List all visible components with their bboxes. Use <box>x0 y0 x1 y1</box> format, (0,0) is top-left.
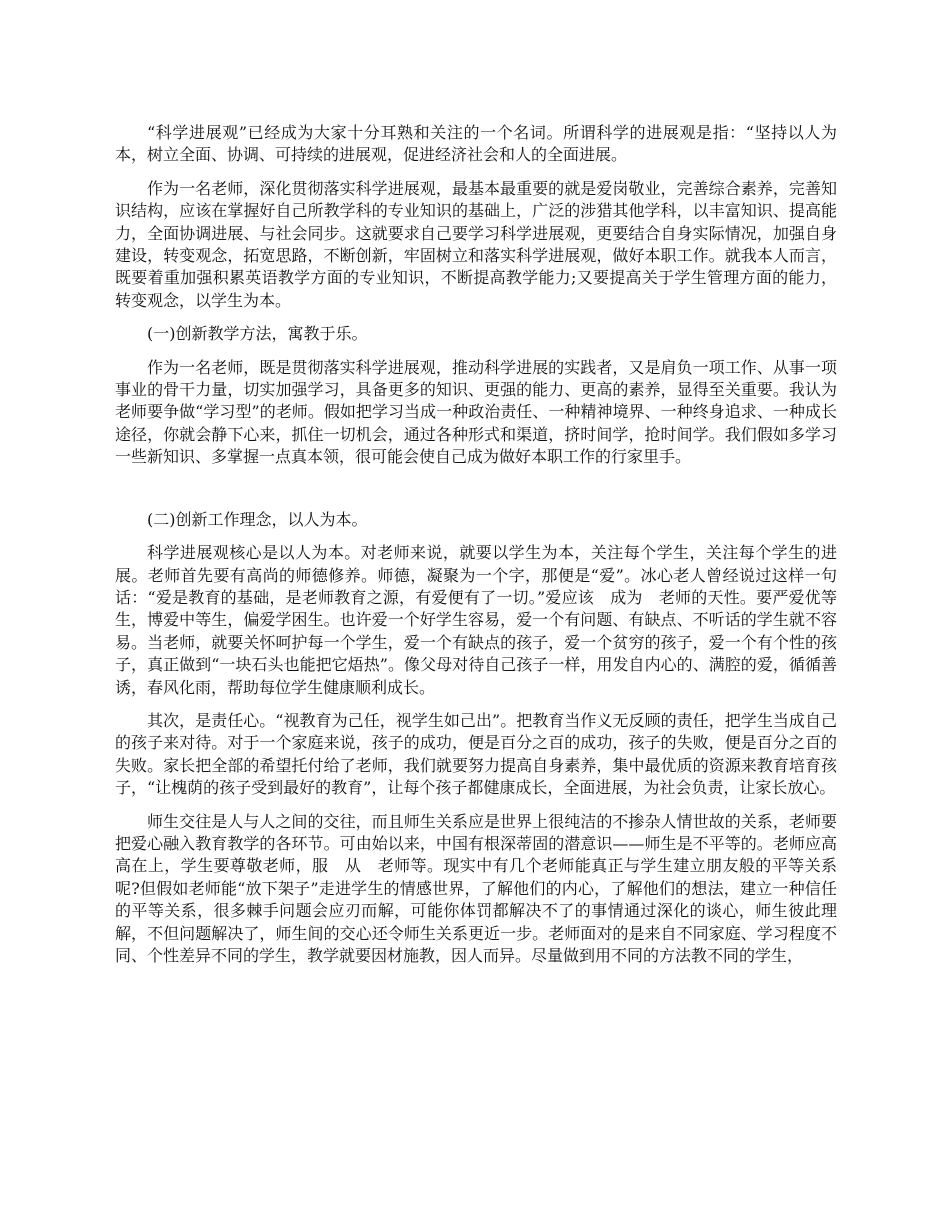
document-body <box>115 122 837 978</box>
paragraph-responsibility: 其次，是责任心。“视教育为己任，视学生如己出”。把教育当作义无反顾的责任，把学生当成自己的孩子来对待。对于一个家庭来说，孩子的成功，便是百分之百的成功，孩子的失败，便是百分之百的失败。家长把全部的希望托付给了老师，我们就要努力提高自身素养，集中最优质的资源来教育培育孩子，“让槐荫的孩子受到最好的教育”，让每个孩子都健康成长，全面进展，为社会负责，让家长放心。 <box>115 710 837 798</box>
paragraph-teacher-duty: 作为一名老师，深化贯彻落实科学进展观，最基本最重要的就是爱岗敬业，完善综合素养，完善知识结构，应该在掌握好自己所教学科的专业知识的基础上，广泛的涉猎其他学科，以丰富知识、提高能力，全面协调进展、与社会同步。这就要求自己要学习科学进展观，更要结合自身实际情况，加强自身建设，转变观念，拓宽思路，不断创新，牢固树立和落实科学进展观，做好本职工作。就我本人而言，既要着重加强积累英语教学方面的专业知识，不断提高教学能力;又要提高关于学生管理方面的能力，转变观念，以学生为本。 <box>115 178 837 310</box>
section-heading-1: (一)创新教学方法，寓教于乐。 <box>147 324 368 344</box>
paragraph-intro: “科学进展观”已经成为大家十分耳熟和关注的一个名词。所谓科学的进展观是指：“坚持以人为本，树立全面、协调、可持续的进展观，促进经济社会和人的全面进展。 <box>115 123 837 165</box>
paragraph-learning: 作为一名老师，既是贯彻落实科学进展观，推动科学进展的实践者，又是肩负一项工作、从事一项事业的骨干力量，切实加强学习，具备更多的知识、更强的能力、更高的素养，显得至关重要。我认为老师要争做“学习型”的老师。假如把学习当成一种政治责任、一种精神境界、一种终身追求、一种成长途径，你就会静下心来，抓住一切机会，通过各种形式和渠道，挤时间学，抢时间学。我们假如多学习一些新知识、多掌握一点真本领，很可能会使自己成为做好本职工作的行家里手。 <box>115 357 837 467</box>
section-heading-2: (二)创新工作理念，以人为本。 <box>147 509 368 529</box>
paragraph-teacher-student: 师生交往是人与人之间的交往，而且师生关系应是世界上很纯洁的不掺杂人情世故的关系，老师要把爱心融入教育教学的各环节。可由始以来，中国有根深蒂固的潜意识——师生是不平等的。老师应高高在上，学生要尊敬老师，服 从 老师等。现实中有几个老师能真正与学生建立朋友般的平等关系呢?但假如老师能“放下架子”走进学生的情感世界，了解他们的内心，了解他们的想法，建立一种信任的平等关系，很多棘手问题会应刃而解，可能你体罚都解决不了的事情通过深化的谈心，师生彼此理解，不但问题解决了，师生间的交心还令师生关系更近一步。老师面对的是来自不同家庭、学习程度不同、个性差异不同的学生，教学就要因材施教，因人而异。尽量做到用不同的方法教不同的学生， <box>115 811 837 965</box>
paragraph-people-oriented: 科学进展观核心是以人为本。对老师来说，就要以学生为本，关注每个学生，关注每个学生的进展。老师首先要有高尚的师德修养。师德，凝聚为一个字，那便是“爱”。冰心老人曾经说过这样一句话：“爱是教育的基础，是老师教育之源，有爱便有了一切。”爱应该 成为 老师的天性。要严爱优等生，博爱中等生，偏爱学困生。也许爱一个好学生容易，爱一个有问题、有缺点、不听话的学生就不容易。当老师，就要关怀呵护每一个学生，爱一个有缺点的孩子，爱一个贫穷的孩子，爱一个有个性的孩子，真正做到“一块石头也能把它焐热”。像父母对待自己孩子一样，用发自内心的、满腔的爱，循循善诱，春风化雨，帮助每位学生健康顺利成长。 <box>115 543 837 697</box>
